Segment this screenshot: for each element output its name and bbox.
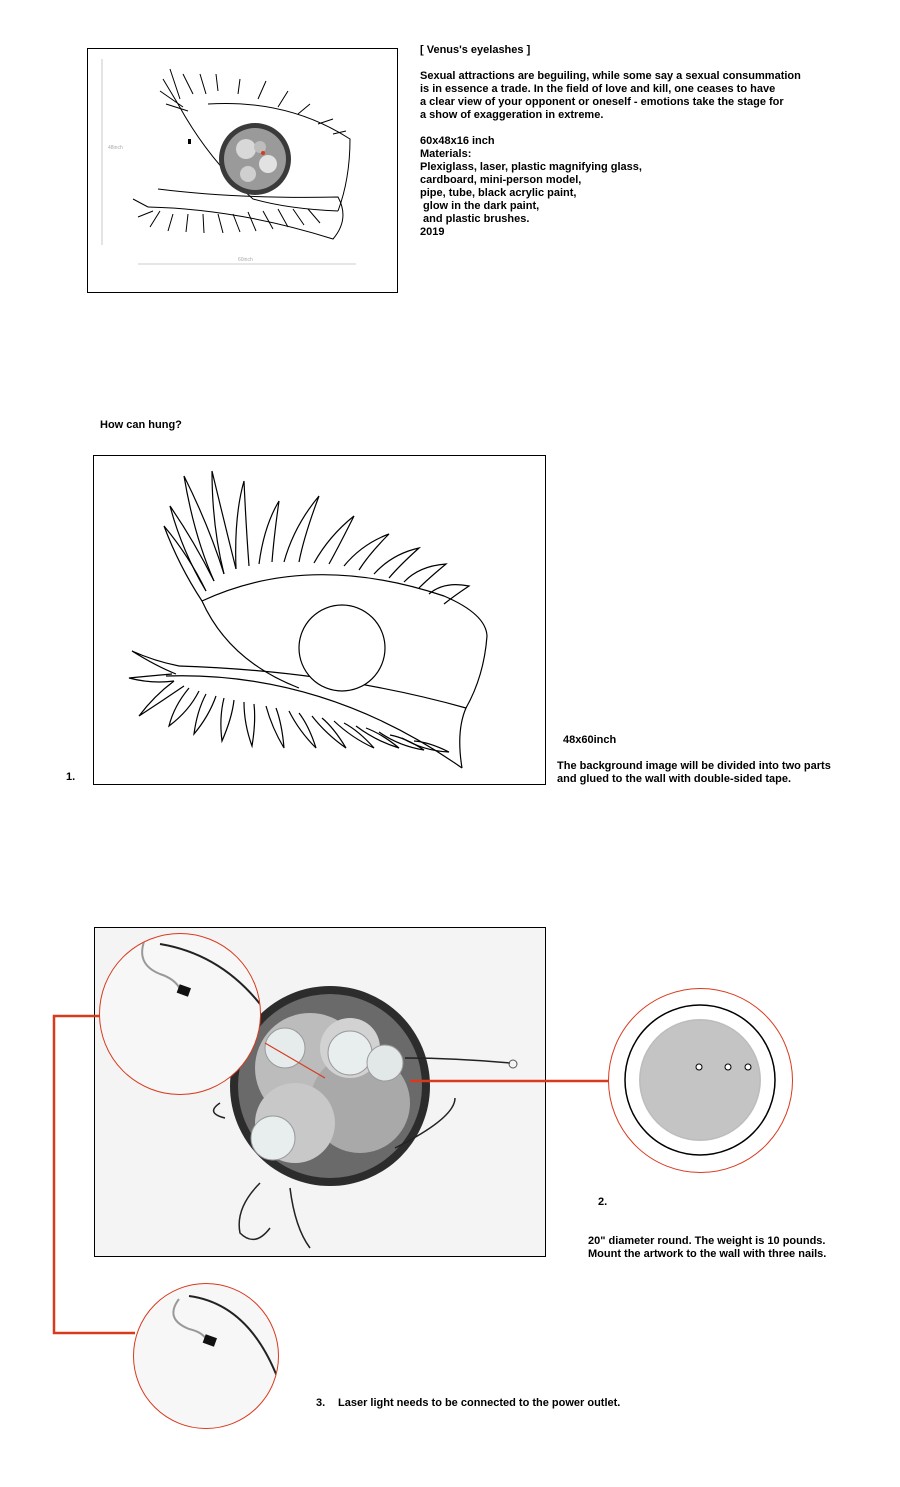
artwork-thumbnail-frame xyxy=(87,48,398,293)
step2-number: 2. xyxy=(598,1196,608,1208)
artwork-title: [ Venus's eyelashes ] xyxy=(420,44,531,56)
materials-line-4: glow in the dark paint, xyxy=(420,200,540,212)
nail-hole-icon xyxy=(745,1064,751,1070)
artwork-description-line-3: a clear view of your opponent or oneself - emotions take the stage for xyxy=(420,96,784,108)
eye-thumbnail-drawing xyxy=(88,49,396,291)
materials-line-3: pipe, tube, black acrylic paint, xyxy=(420,187,577,199)
step1-size: 48x60inch xyxy=(563,734,617,746)
materials-line-1: Plexiglass, laser, plastic magnifying glass, xyxy=(420,161,642,173)
wall-mount-callout xyxy=(608,988,793,1173)
step1-number: 1. xyxy=(66,771,76,783)
nail-hole-icon xyxy=(696,1064,702,1070)
step2-text-line-2: Mount the artwork to the wall with three nails. xyxy=(588,1248,827,1260)
artwork-description-line-2: is in essence a trade. In the field of love and kill, one ceases to have xyxy=(420,83,776,95)
step3-number: 3. xyxy=(316,1397,326,1409)
sculpture-placement-circle xyxy=(299,605,385,691)
step3-text: Laser light needs to be connected to the power outlet. xyxy=(338,1397,621,1409)
materials-line-2: cardboard, mini-person model, xyxy=(420,174,582,186)
laser-plug-callout xyxy=(133,1283,279,1429)
materials-line-5: and plastic brushes. xyxy=(420,213,530,225)
nail-hole-icon xyxy=(725,1064,731,1070)
artwork-year: 2019 xyxy=(420,226,445,238)
materials-label: Materials: xyxy=(420,148,472,160)
hanging-question: How can hung? xyxy=(100,419,182,431)
thumb-height-label: 48inch xyxy=(108,145,123,151)
step2-text-line-1: 20" diameter round. The weight is 10 pounds. xyxy=(588,1235,826,1247)
eye-line-drawing xyxy=(94,456,544,783)
step1-text-line-1: The background image will be divided into two parts xyxy=(557,760,831,772)
step1-eye-drawing-frame xyxy=(93,455,546,785)
artwork-description-line-1: Sexual attractions are beguiling, while some say a sexual consummation xyxy=(420,70,801,82)
artwork-dimensions: 60x48x16 inch xyxy=(420,135,495,147)
thumb-width-label: 60inch xyxy=(238,257,253,263)
artwork-description-line-4: a show of exaggeration in extreme. xyxy=(420,109,604,121)
step1-text-line-2: and glued to the wall with double-sided tape. xyxy=(557,773,792,785)
wire-detail-callout xyxy=(99,933,261,1095)
